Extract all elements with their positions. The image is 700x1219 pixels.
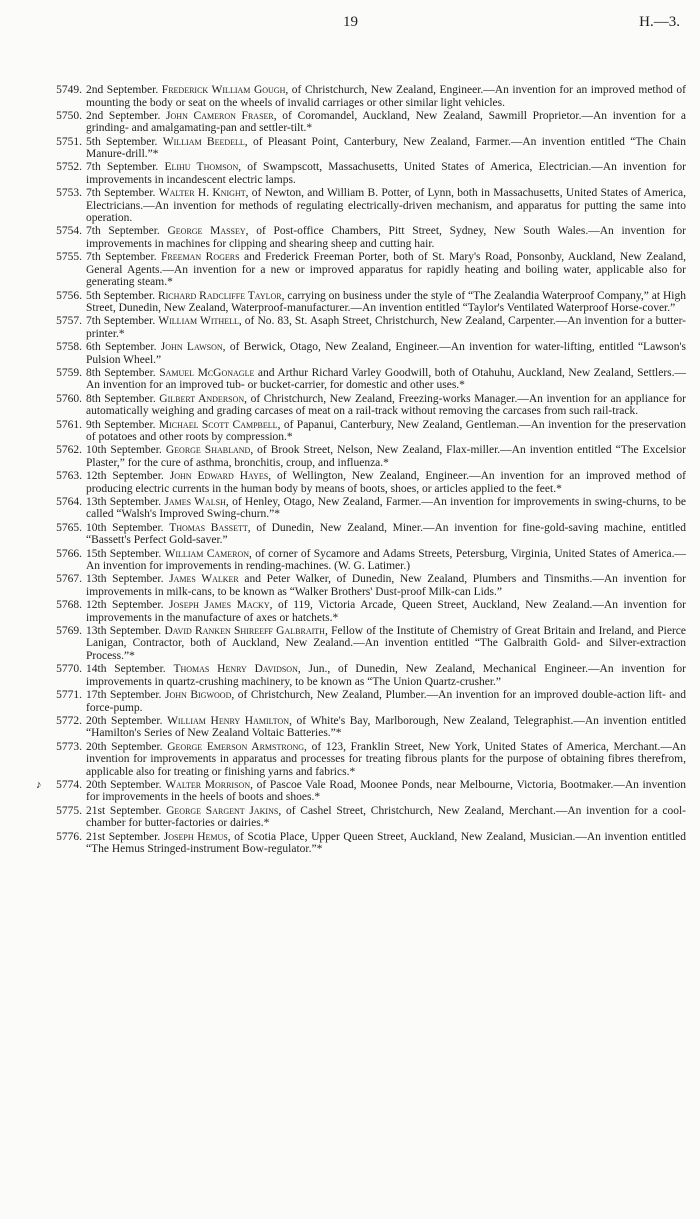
patent-entry xyxy=(6,290,686,315)
entry-date: 17th September. xyxy=(86,689,162,702)
entry-text: , of Coromandel, Auckland, New Zealand, Sawmill Proprietor.—An invention for a grinding- and amalgamating-pan and settler-tilt.* xyxy=(86,109,687,135)
entry-date: 15th September. xyxy=(86,547,162,560)
entry-number: 5762. xyxy=(56,444,82,457)
entry-text: , of Post-office Chambers, Pitt Street, Sydney, New South Wales.—An invention for improvements in machines for clipping and shearing sheep and cutting hair. xyxy=(86,225,686,250)
entry-number: 5749. xyxy=(56,84,82,96)
entry-number: 5761. xyxy=(56,418,82,431)
entry-body xyxy=(86,663,686,688)
patent-entry xyxy=(6,161,686,186)
applicant-name: William Henry Hamilton xyxy=(167,714,290,727)
entry-text: , Jun., of Dunedin, New Zealand, Mechanical Engineer.—An invention for improvements in quartz-crushing machinery, to be known as “The Union Quartz-crusher.” xyxy=(86,663,686,688)
entry-number: 5763. xyxy=(56,470,82,483)
entry-text: , of Henley, Otago, New Zealand, Farmer.—An invention for improvements in swing-churns, to be called “Walsh's Improved Swing-churn.”* xyxy=(86,495,686,521)
applicant-name: George Sargent Jakins xyxy=(166,804,279,817)
entry-date: 5th September. xyxy=(86,289,156,302)
entry-body xyxy=(86,251,686,289)
entry-text: , of Christchurch, New Zealand, Freezing-works Manager.—An invention for an appliance for automatically weighing and grading carcases of meat on a rail-track without removing the carcases from such rail-track. xyxy=(86,392,686,418)
page-reference: H.—3. xyxy=(639,14,680,30)
entry-number: 5771. xyxy=(56,689,82,702)
entry-date: 13th September. xyxy=(86,624,162,637)
page-number: 19 xyxy=(343,14,358,30)
entry-body xyxy=(86,187,686,225)
patent-entry xyxy=(6,779,686,804)
entry-body xyxy=(86,225,686,250)
entry-date: 20th September. xyxy=(86,740,163,753)
applicant-name: Thomas Bassett xyxy=(169,521,248,534)
entry-body xyxy=(86,341,686,366)
entry-text: , of Cashel Street, Christchurch, New Zealand, Merchant.—An invention for a cool-chamber for butter-factories or dairies.* xyxy=(86,804,686,830)
applicant-name: George Shabland xyxy=(165,444,251,457)
entry-number: 5752. xyxy=(56,161,82,174)
entry-body xyxy=(86,136,686,161)
patent-entry xyxy=(6,805,686,830)
entry-text: , of 119, Victoria Arcade, Queen Street, Auckland, New Zealand.—An invention for improvements in the manufacture of axes or hatchets.* xyxy=(86,599,686,624)
entry-text: , of Brook Street, Nelson, New Zealand, Flax-miller.—An invention entitled “The Excelsior Plaster,” for the cure of asthma, bronchitis, croup, and influenza.* xyxy=(86,444,686,469)
entry-number: 5759. xyxy=(56,366,82,379)
entry-date: 6th September. xyxy=(86,341,157,354)
applicant-name: James Walsh xyxy=(164,495,226,508)
patent-entry xyxy=(6,315,686,340)
patent-entry xyxy=(6,831,686,856)
applicant-name: John Edward Hayes xyxy=(169,470,269,483)
entry-date: 12th September. xyxy=(86,470,164,483)
entry-date: 13th September. xyxy=(86,495,162,508)
entry-text: , of Papanui, Canterbury, New Zealand, Gentleman.—An invention for the preservation of potatoes and other roots by compression.* xyxy=(86,418,687,444)
entry-date: 20th September. xyxy=(86,778,162,791)
entry-date: 5th September. xyxy=(86,135,158,148)
entry-date: 21st September. xyxy=(86,804,162,817)
entry-number: 5765. xyxy=(56,521,82,534)
entry-number: 5755. xyxy=(56,251,82,264)
entry-text: , of Wellington, New Zealand, Engineer.—An invention for an improved method of producing electric currents in the human body by means of boots, shoes, or articles applied to the feet.* xyxy=(86,470,686,495)
entry-date: 8th September. xyxy=(86,366,156,379)
entry-date: 20th September. xyxy=(86,714,163,727)
applicant-name: Freeman Rogers xyxy=(161,251,240,264)
entry-date: 7th September. xyxy=(86,225,160,238)
entry-body xyxy=(86,805,686,830)
entry-text: , of 123, Franklin Street, New York, United States of America, Merchant.—An invention for improvements in apparatus and processes for treating fibrous plants for the purpose of obtaining fibres therefrom, applicable also for treating or finishing yarns and fabrics.* xyxy=(86,740,686,778)
entry-number: 5750. xyxy=(56,109,82,122)
entry-text: , of Berwick, Otago, New Zealand, Engineer.—An invention for water-lifting, entitled “Lawson's Pulsion Wheel.” xyxy=(86,341,687,366)
entry-date: 7th September. xyxy=(86,187,156,200)
patent-entry xyxy=(6,444,686,469)
entry-body xyxy=(86,444,686,469)
patent-entry xyxy=(6,548,686,573)
entry-date: 8th September. xyxy=(86,392,156,405)
entry-text: , carrying on business under the style of “The Zealandia Waterproof Company,” at High Street, Dunedin, New Zealand, Waterproof-manufacturer.—An invention entitled “Taylor's Ventilated Waterproof Horse-cover.” xyxy=(86,289,687,315)
patent-entry xyxy=(6,419,686,444)
patent-entry xyxy=(6,689,686,714)
entry-body xyxy=(86,110,686,135)
entry-body xyxy=(86,470,686,495)
patent-entry xyxy=(6,496,686,521)
patent-entry xyxy=(6,110,686,135)
entry-number: 5764. xyxy=(56,495,82,508)
applicant-name: John Lawson xyxy=(160,341,223,354)
entry-date: 2nd September. xyxy=(86,109,161,122)
entry-date: 12th September. xyxy=(86,599,164,612)
entry-body xyxy=(86,573,686,598)
entry-text: and Frederick Freeman Porter, both of St. Mary's Road, Ponsonby, Auckland, New Zealand, General Agents.—An invention for a new or improved apparatus for rapidly heating and boiling water, applicable also for generating steam.* xyxy=(86,251,687,289)
entry-number: 5772. xyxy=(56,714,82,727)
entry-text: , of Christchurch, New Zealand, Plumber.—An invention for an improved double-action lift- and force-pump. xyxy=(86,689,686,714)
patent-entry xyxy=(6,573,686,598)
entry-body xyxy=(86,779,686,804)
entry-date: 13th September. xyxy=(86,573,164,586)
entry-body xyxy=(86,496,686,521)
entry-body xyxy=(86,419,686,444)
entry-body xyxy=(86,715,686,740)
entry-text: , of Dunedin, New Zealand, Miner.—An invention for fine-gold-saving machine, entitled “Bassett's Perfect Gold-saver.” xyxy=(86,521,686,547)
entry-text: , of corner of Sycamore and Adams Streets, Petersburg, Virginia, United States of America.—An invention for improvements in rending-machines. (W. G. Latimer.) xyxy=(86,547,687,573)
entry-text: , of No. 83, St. Asaph Street, Christchurch, New Zealand, Carpenter.—An invention for a butter-printer.* xyxy=(86,315,686,340)
entry-body xyxy=(86,393,686,418)
entry-date: 7th September. xyxy=(86,315,156,328)
patent-entry xyxy=(6,393,686,418)
entry-text: , of Christchurch, New Zealand, Engineer.—An invention for an improved method of mounting the body or seat on the wheels of invalid carriages or other similar light vehicles. xyxy=(86,84,687,109)
entry-body xyxy=(86,315,686,340)
entry-text: , of Pascoe Vale Road, Moonee Ponds, near Melbourne, Victoria, Bootmaker.—An invention for improvements in the heels of boots and shoes.* xyxy=(86,778,686,804)
margin-mark: ♪ xyxy=(36,778,42,791)
patent-entry xyxy=(6,522,686,547)
applicant-name: James Walker xyxy=(169,573,239,586)
entry-number: 5751. xyxy=(56,135,82,148)
entry-text: , of Scotia Place, Upper Queen Street, Auckland, New Zealand, Musician.—An invention entitled “The Hemus Stringed-instrument Bow-regulator.”* xyxy=(86,830,686,856)
entry-number: 5776. xyxy=(56,830,82,843)
entry-text: and Peter Walker, of Dunedin, New Zealand, Plumbers and Tinsmiths.—An invention for improvements in milk-cans, to be known as “Walker Brothers' Dust-proof Milk-can Lids.” xyxy=(86,573,686,598)
entry-number: 5773. xyxy=(56,740,82,753)
applicant-name: David Ranken Shireeff Galbraith xyxy=(164,624,325,637)
patent-entry xyxy=(6,599,686,624)
entry-body xyxy=(86,625,686,663)
entry-date: 9th September. xyxy=(86,418,156,431)
patent-entry xyxy=(6,470,686,495)
applicant-name: William Beedell xyxy=(162,135,245,148)
entry-number: 5768. xyxy=(56,599,82,612)
applicant-name: George Massey xyxy=(167,225,246,238)
applicant-name: Samuel McGonagle xyxy=(159,366,255,379)
entry-body xyxy=(86,741,686,779)
applicant-name: John Cameron Fraser xyxy=(166,109,274,122)
entry-date: 7th September. xyxy=(86,161,159,174)
entry-body xyxy=(86,831,686,856)
entry-text: , of Newton, and William B. Potter, of Lynn, both in Massachusetts, United States of America, Electricians.—An invention for methods of regulating electrically-driven mechanism, and apparatus for putting the same into operation. xyxy=(86,187,686,225)
entry-number: 5767. xyxy=(56,573,82,586)
patent-list xyxy=(6,84,686,856)
patent-entry xyxy=(6,225,686,250)
applicant-name: William Withell xyxy=(158,315,239,328)
applicant-name: Gilbert Anderson xyxy=(159,392,245,405)
entry-body xyxy=(86,548,686,573)
patent-entry xyxy=(6,663,686,688)
entry-number: 5770. xyxy=(56,663,82,676)
entry-text: , of Swampscott, Massachusetts, United States of America, Electrician.—An invention for improvements in incandescent electric lamps. xyxy=(86,161,686,186)
applicant-name: Frederick William Gough xyxy=(161,84,286,96)
entry-number: 5774. xyxy=(56,778,82,791)
entry-body xyxy=(86,367,686,392)
entry-text: and Arthur Richard Varley Goodwill, both of Otahuhu, Auckland, New Zealand, Settlers.—An invention for an improved tub- or bucket-carrier, for domestic and other uses.* xyxy=(86,366,686,392)
entry-body xyxy=(86,599,686,624)
applicant-name: Joseph Hemus xyxy=(163,830,228,843)
entry-body xyxy=(86,161,686,186)
entry-body xyxy=(86,689,686,714)
entry-number: 5766. xyxy=(56,547,82,560)
entry-number: 5760. xyxy=(56,392,82,405)
patent-entry xyxy=(6,741,686,779)
patent-entry xyxy=(6,136,686,161)
applicant-name: Joseph James Macky xyxy=(169,599,270,612)
entry-date: 21st September. xyxy=(86,830,161,843)
entry-body xyxy=(86,290,686,315)
entry-number: 5758. xyxy=(56,341,82,354)
applicant-name: Richard Radcliffe Taylor xyxy=(157,289,282,302)
entry-number: 5753. xyxy=(56,187,82,200)
applicant-name: John Bigwood xyxy=(164,689,232,702)
entry-number: 5775. xyxy=(56,804,82,817)
entry-text: , Fellow of the Institute of Chemistry of Great Britain and Ireland, and Pierce Lanigan, Contractor, both of Auckland, New Zealand.—An invention entitled “The Galbraith Gold- and Silver-extraction Process.”* xyxy=(86,624,686,662)
patent-entry xyxy=(6,187,686,225)
entry-date: 10th September. xyxy=(86,444,162,457)
entry-text: , of Pleasant Point, Canterbury, New Zealand, Farmer.—An invention entitled “The Chain Manure-drill.”* xyxy=(86,135,687,161)
applicant-name: Elihu Thomson xyxy=(164,161,239,174)
entry-date: 7th September. xyxy=(86,251,157,264)
applicant-name: Thomas Henry Davidson xyxy=(173,663,298,676)
entry-number: 5756. xyxy=(56,289,82,302)
patent-entry xyxy=(6,715,686,740)
entry-date: 14th September. xyxy=(86,663,166,676)
patent-entry xyxy=(6,251,686,289)
patent-entry xyxy=(6,367,686,392)
patent-entry xyxy=(6,84,686,109)
entry-number: 5769. xyxy=(56,624,82,637)
patent-entry xyxy=(6,625,686,663)
entry-body xyxy=(86,522,686,547)
patent-entry xyxy=(6,341,686,366)
entry-number: 5757. xyxy=(56,315,82,328)
applicant-name: Michael Scott Campbell xyxy=(158,418,278,431)
applicant-name: Walter Morrison xyxy=(165,778,251,791)
entry-body xyxy=(86,84,686,109)
entry-text: , of White's Bay, Marlborough, New Zealand, Telegraphist.—An invention entitled “Hamilton's Series of New Zealand Voltaic Batteries.”* xyxy=(86,714,687,740)
entry-date: 2nd September. xyxy=(86,84,159,96)
applicant-name: Walter H. Knight xyxy=(158,187,246,200)
entry-number: 5754. xyxy=(56,225,82,238)
entry-date: 10th September. xyxy=(86,521,164,534)
applicant-name: William Cameron xyxy=(164,547,250,560)
applicant-name: George Emerson Armstrong xyxy=(167,740,305,753)
